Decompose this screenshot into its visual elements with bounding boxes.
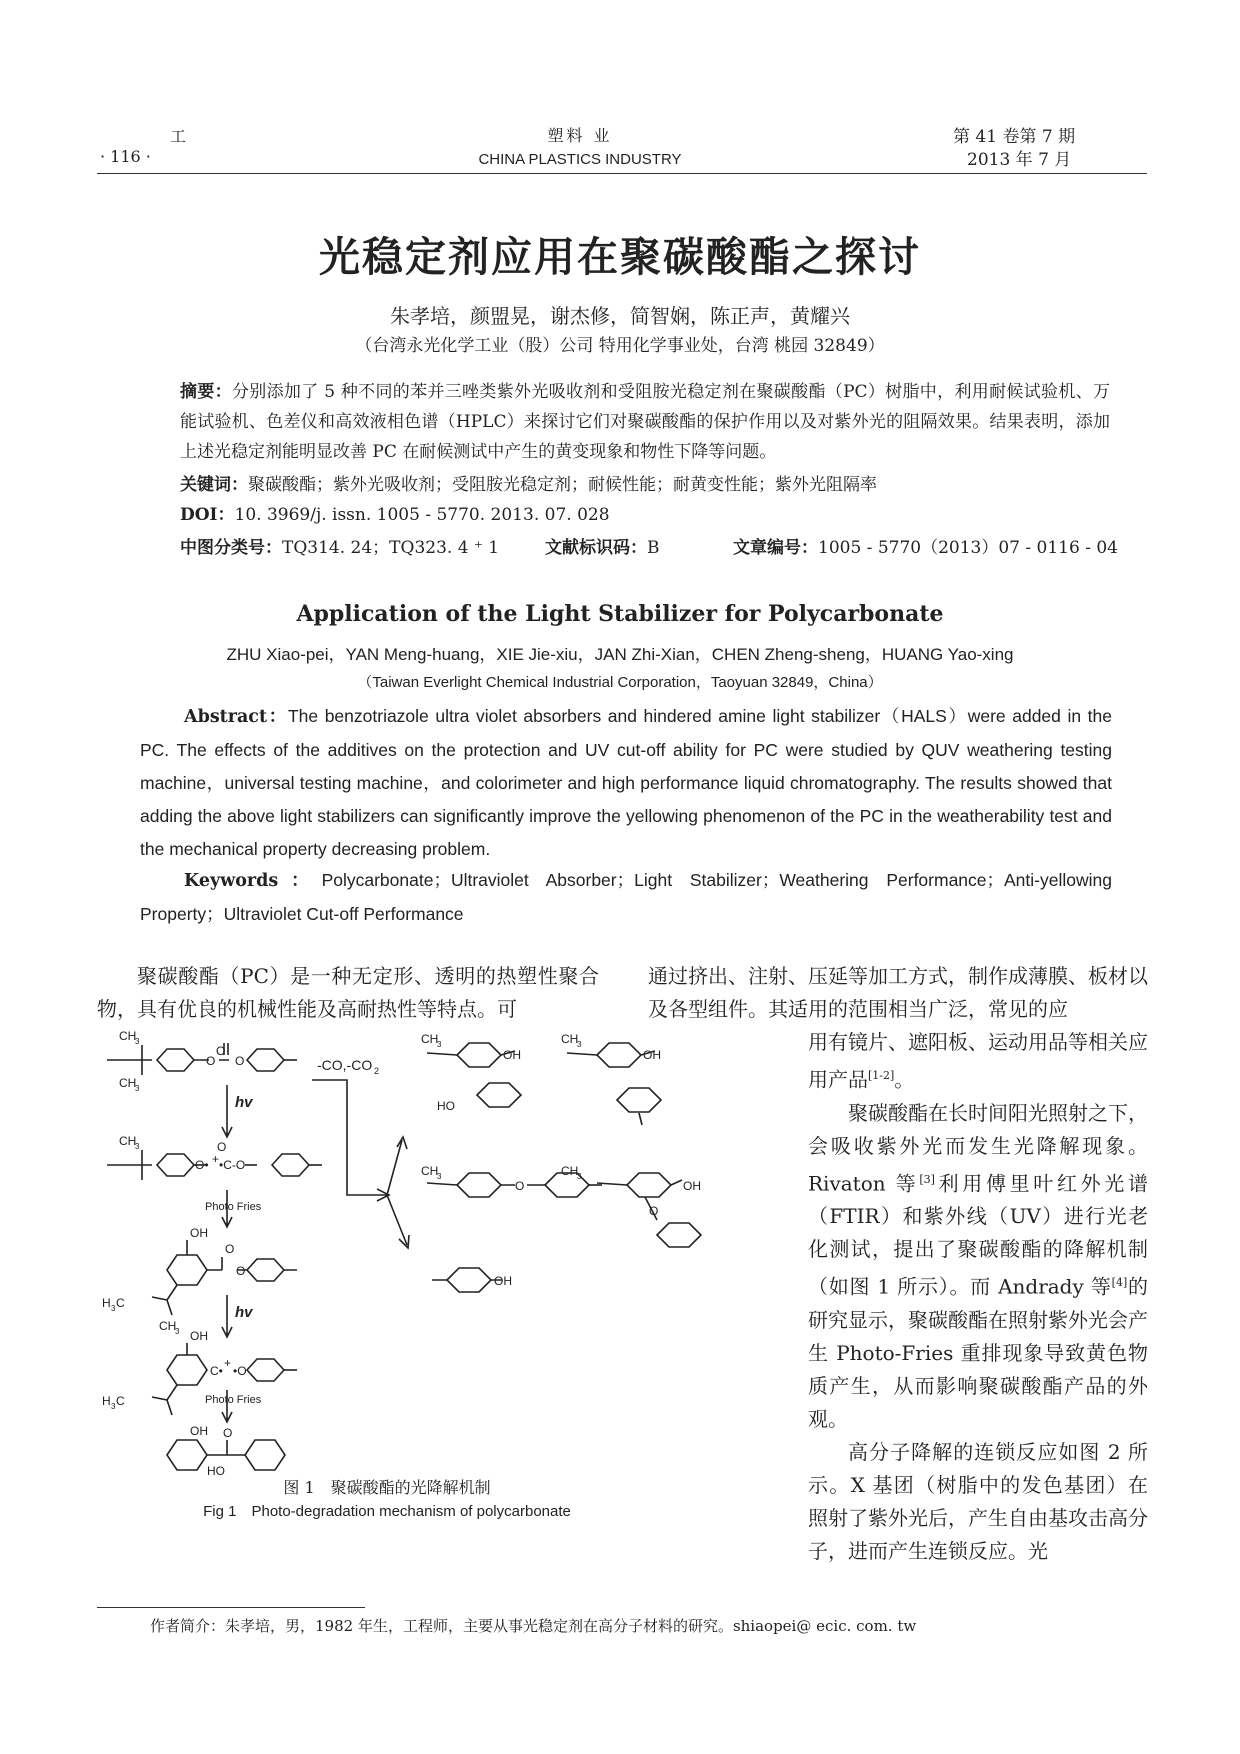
abstract-cn — [180, 377, 1110, 467]
svg-text:C: C — [116, 1394, 125, 1408]
body-right-column — [808, 1026, 1148, 1568]
svg-text:CH: CH — [119, 1134, 137, 1148]
arrow-down-3 — [222, 1295, 232, 1337]
doi-label: DOI： — [180, 505, 235, 525]
para-degradation-b: 利用傅里叶红外光谱（FTIR）和紫外线（UV）进行光老化测试，提出了聚碳酸酯的降解机制（如图 1 所示）。而 Andrady 等 — [808, 1171, 1148, 1299]
svg-text:O•: O• — [195, 1158, 209, 1172]
abstract-cn-label: 摘要： — [180, 382, 232, 402]
svg-text:3: 3 — [135, 1037, 140, 1046]
svg-text:O: O — [235, 1054, 245, 1068]
hv-label-2: hv — [235, 1304, 253, 1321]
svg-text:3: 3 — [577, 1172, 582, 1181]
clc-label: 中图分类号： — [180, 538, 282, 558]
svg-text:H: H — [102, 1296, 111, 1310]
svg-text:Photo Fries: Photo Fries — [205, 1201, 262, 1213]
benzene-ring — [167, 1255, 207, 1285]
english-title: Application of the Light Stabilizer for Polycarbonate — [296, 601, 944, 627]
hv-label-1: hv — [235, 1094, 253, 1111]
svg-text:+: + — [224, 1356, 232, 1370]
journal-en: CHINA PLASTICS INDUSTRY — [478, 151, 682, 168]
doi-value: 10. 3969/j. issn. 1005 - 5770. 2013. 07. 028 — [234, 505, 610, 525]
para-applications: 用有镜片、遮阳板、运动用品等相关应用产品 — [808, 1030, 1148, 1092]
keywords-cn-text: 聚碳酸酯；紫外光吸收剂；受阻胺光稳定剂；耐候性能；耐黄变性能；紫外光阻隔率 — [248, 475, 877, 495]
phenol-ring — [447, 1268, 491, 1292]
svg-text:3: 3 — [135, 1142, 140, 1151]
product-ring — [657, 1223, 701, 1247]
benzene-ring — [157, 1049, 194, 1071]
ref-4: [4] — [1111, 1276, 1128, 1290]
english-abstract — [140, 700, 1112, 866]
page-title: 光稳定剂应用在聚碳酸酯之探讨 — [319, 233, 921, 281]
doc-code-label: 文献标识码： — [545, 538, 647, 558]
arrow-to-products — [312, 1080, 389, 1201]
svg-text:3: 3 — [135, 1084, 140, 1093]
english-keywords-label: Keywords： — [184, 871, 322, 891]
body-right-top: 通过挤出、注射、压延等加工方式，制作成薄膜、板材以及各型组件。其适用的范围相当广泛，常见的应 — [648, 964, 1148, 1021]
svg-text:O: O — [236, 1264, 246, 1278]
para-applications-end: 。 — [894, 1067, 915, 1092]
svg-text:C•: C• — [210, 1364, 223, 1378]
affiliation: （台湾永光化学工业（股）公司 特用化学事业处，台湾 桃园 32849） — [355, 336, 885, 356]
product-ring — [627, 1173, 671, 1197]
svg-text:HO: HO — [437, 1099, 455, 1113]
benzene-ring — [157, 1154, 194, 1176]
svg-text:O: O — [225, 1242, 235, 1256]
svg-text:O: O — [216, 1044, 226, 1058]
issue-date: 2013 年 7 月 — [967, 150, 1072, 170]
svg-text:-CO,-CO: -CO,-CO — [317, 1057, 373, 1073]
author-footnote: 作者简介：朱孝培，男，1982 年生，工程师，主要从事光稳定剂在高分子材料的研究。shiaopei@ ecic. com. tw — [150, 1617, 917, 1635]
benzene-ring — [167, 1355, 207, 1385]
svg-text:OH: OH — [190, 1226, 208, 1240]
english-authors: ZHU Xiao-pei，YAN Meng-huang，XIE Jie-xiu，JAN Zhi-Xian，CHEN Zheng-sheng，HUANG Yao-xing — [226, 645, 1014, 664]
svg-text:2: 2 — [374, 1066, 380, 1076]
svg-text:3: 3 — [175, 1327, 180, 1336]
polycarbonate-chain — [107, 1045, 152, 1075]
keywords-cn — [180, 470, 1110, 500]
article-number — [733, 533, 1133, 563]
volume-issue: 第 41 卷第 7 期 — [953, 127, 1076, 147]
article-no-label: 文章编号： — [733, 538, 818, 558]
product-ring — [457, 1173, 501, 1197]
english-affiliation: （Taiwan Everlight Chemical Industrial Corporation，Taoyuan 32849，China） — [357, 674, 883, 691]
english-abstract-text: The benzotriazole ultra violet absorbers and hindered amine light stabilizer（HALS）were added in the PC. The effects of the additives on the protection and UV cut-off ability for PC were studied by QUV weathering testing machine，universal testing machine，and colorimeter and high performance liquid chromatography. The results showed that adding the above light stabilizers can significantly improve the yellowing phenomenon of the PC in the weatherability test and the mechanical property decreasing problem. — [140, 706, 1112, 859]
benzene-ring — [167, 1440, 207, 1470]
svg-text:OH: OH — [643, 1048, 661, 1062]
svg-text:O: O — [223, 1426, 233, 1440]
svg-text:OH: OH — [190, 1329, 208, 1343]
svg-text:CH: CH — [119, 1029, 137, 1043]
svg-text:Photo Fries: Photo Fries — [205, 1394, 262, 1406]
english-abstract-label: Abstract： — [184, 707, 288, 727]
doi — [180, 500, 1110, 530]
svg-text:+: + — [212, 1152, 220, 1166]
article-no-value: 1005 - 5770（2013）07 - 0116 - 04 — [818, 538, 1118, 558]
benzene-ring — [247, 1259, 284, 1281]
svg-text:•C-O: •C-O — [219, 1158, 246, 1172]
svg-text:3: 3 — [437, 1172, 442, 1181]
svg-text:•O: •O — [233, 1364, 247, 1378]
arrow-down-1 — [222, 1085, 232, 1137]
svg-text:O: O — [515, 1179, 525, 1193]
svg-text:O: O — [649, 1204, 659, 1218]
svg-text:OH: OH — [683, 1179, 701, 1193]
abstract-cn-text: 分别添加了 5 种不同的苯并三唑类紫外光吸收剂和受阻胺光稳定剂在聚碳酸酯（PC）树脂中，利用耐候试验机、万能试验机、色差仪和高效液相色谱（HPLC）来探讨它们对聚碳酸酯的保护作用以及对紫外光的阻隔效果。结果表明，添加上述光稳定剂能明显改善 PC 在耐候测试中产生的黄变现象和物性下降等问题。 — [180, 382, 1110, 462]
english-keywords — [140, 864, 1112, 931]
svg-text:3: 3 — [577, 1040, 582, 1049]
journal-cn: 塑料 业 — [547, 126, 613, 145]
ref-3: [3] — [919, 1172, 935, 1186]
authors: 朱孝培，颜盟晃，谢杰修，简智娴，陈正声，黄耀兴 — [390, 304, 850, 328]
svg-text:OH: OH — [190, 1424, 208, 1438]
benzene-ring — [247, 1049, 284, 1071]
svg-text:CH: CH — [421, 1032, 439, 1046]
svg-text:OH: OH — [503, 1048, 521, 1062]
svg-text:3: 3 — [437, 1040, 442, 1049]
svg-text:CH: CH — [119, 1076, 137, 1090]
svg-text:OH: OH — [494, 1274, 512, 1288]
doc-code — [545, 533, 725, 563]
svg-text:HO: HO — [207, 1464, 225, 1478]
doc-code-value: B — [647, 538, 660, 558]
para-degradation-a: 聚碳酸酯在长时间阳光照射之下，会吸收紫外光而发生光降解现象。Rivaton 等 — [808, 1100, 1148, 1196]
svg-text:H: H — [102, 1394, 111, 1408]
svg-text:3: 3 — [111, 1402, 116, 1411]
header-char: 工 — [170, 127, 187, 146]
header-rule — [97, 173, 1147, 174]
para-degradation — [808, 1097, 1148, 1436]
product-ring — [457, 1043, 501, 1067]
benzene-ring — [272, 1154, 309, 1176]
svg-text:C: C — [116, 1296, 125, 1310]
para-degradation-c: 的研究显示，聚碳酸酯在照射紫外光会产生 Photo-Fries 重排现象导致黄色物质产生，从而影响聚碳酸酯产品的外观。 — [808, 1274, 1149, 1431]
body-left-paragraph: 聚碳酸酯（PC）是一种无定形、透明的热塑性聚合物，具有优良的机械性能及高耐热性等特点。可 — [97, 964, 599, 1021]
svg-text:CH: CH — [421, 1164, 439, 1178]
para-chain-reaction: 高分子降解的连锁反应如图 2 所示。X 基团（树脂中的发色基团）在照射了紫外光后，产生自由基攻击高分子，进而产生连锁反应。光 — [808, 1439, 1148, 1563]
benzene-ring — [245, 1440, 285, 1470]
product-ring — [597, 1043, 641, 1067]
keywords-cn-label: 关键词： — [180, 475, 248, 495]
clc-value: TQ314. 24；TQ323. 4 ⁺ 1 — [282, 538, 500, 558]
footnote-rule — [97, 1607, 365, 1608]
figure-caption-cn: 图 1 聚碳酸酯的光降解机制 — [283, 1478, 491, 1497]
product-ring — [477, 1083, 521, 1107]
figure-1-mechanism — [97, 1025, 797, 1478]
svg-text:O: O — [217, 1140, 227, 1154]
svg-text:CH: CH — [561, 1032, 579, 1046]
figure-caption-en: Fig 1 Photo-degradation mechanism of polycarbonate — [203, 1503, 571, 1520]
svg-text:CH: CH — [159, 1319, 177, 1333]
svg-text:CH: CH — [561, 1164, 579, 1178]
english-keywords-text: Polycarbonate；Ultraviolet Absorber；Light Stabilizer；Weathering Performance；Anti-yellowing Property；Ultraviolet Cut-off Performance — [140, 870, 1112, 924]
svg-text:3: 3 — [111, 1304, 116, 1313]
benzene-ring — [247, 1359, 284, 1381]
product-ring — [617, 1088, 661, 1112]
svg-text:O: O — [206, 1054, 216, 1068]
ref-1-2: [1-2] — [868, 1069, 895, 1082]
page-number: · 116 · — [100, 147, 151, 166]
